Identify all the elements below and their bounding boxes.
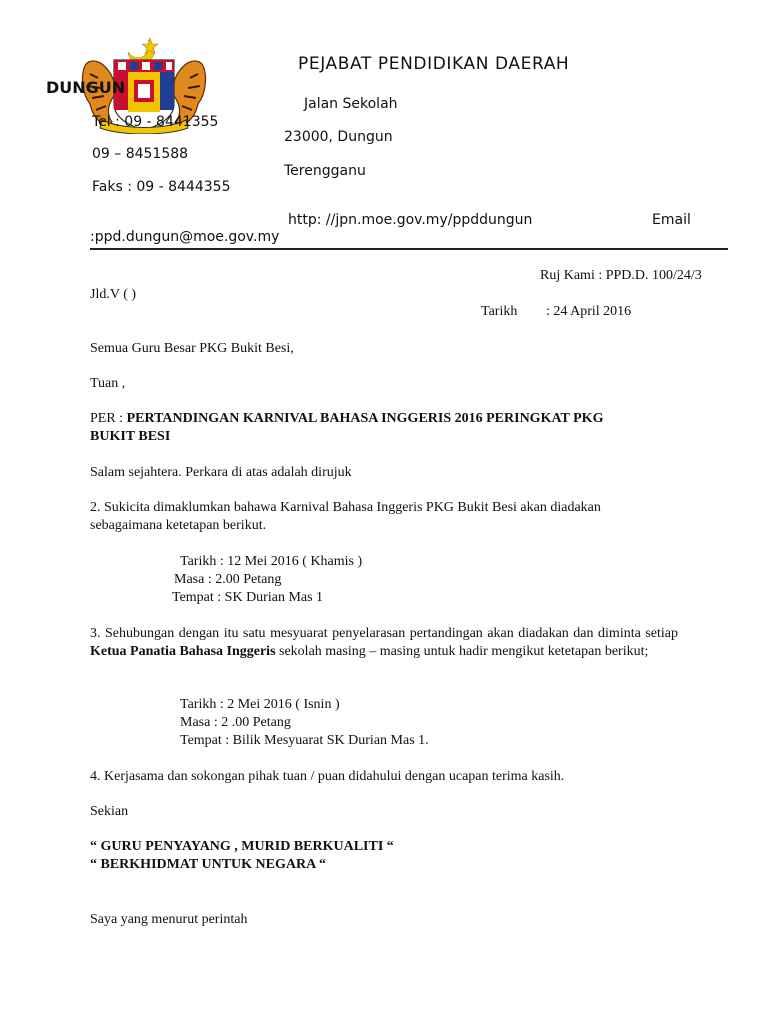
subject-line-2: BUKIT BESI: [90, 429, 171, 444]
email-label: Email: [652, 212, 691, 228]
paragraph-3: [90, 625, 678, 661]
paragraph-3-end: sekolah masing – masing untuk hadir mengikut ketetapan berikut;: [275, 644, 649, 659]
signoff: Saya yang menurut perintah: [90, 912, 248, 927]
paragraph-2-line-2: sebagaimana ketetapan berikut.: [90, 518, 267, 533]
event-date: Tarikh : 12 Mei 2016 ( Khamis ): [180, 554, 363, 569]
paragraph-4: 4. Kerjasama dan sokongan pihak tuan / puan didahului dengan ucapan terima kasih.: [90, 769, 565, 784]
opening-line: Salam sejahtera. Perkara di atas adalah dirujuk: [90, 465, 352, 480]
website-link[interactable]: http: //jpn.moe.gov.my/ppddungun: [288, 212, 533, 228]
salutation: Tuan ,: [90, 376, 126, 391]
meeting-date: Tarikh : 2 Mei 2016 ( Isnin ): [180, 697, 340, 712]
header-divider: [90, 248, 728, 250]
closing: Sekian: [90, 804, 129, 819]
fax: Faks : 09 - 8444355: [92, 179, 231, 195]
address-line-3: Terengganu: [284, 163, 366, 179]
paragraph-3-bold: Ketua Panatia Bahasa Inggeris: [90, 644, 276, 659]
event-venue: Tempat : SK Durian Mas 1: [172, 590, 324, 605]
address-line-2: 23000, Dungun: [284, 129, 393, 145]
date-label: Tarikh: [481, 304, 518, 319]
district-name: DUNGUN: [46, 78, 126, 97]
office-name: PEJABAT PENDIDIKAN DAERAH: [298, 54, 570, 74]
event-time: Masa : 2.00 Petang: [174, 572, 282, 587]
motto-line-1: “ GURU PENYAYANG , MURID BERKUALITI “: [90, 839, 394, 854]
date-value: : 24 April 2016: [546, 304, 632, 319]
subject-line-1: [90, 410, 603, 428]
paragraph-3-start: 3. Sehubungan dengan itu satu mesyuarat penyelarasan pertandingan akan diadakan dan diminta setiap: [90, 626, 678, 641]
reference-number: Ruj Kami : PPD.D. 100/24/3: [540, 268, 702, 283]
paragraph-2-line-1: 2. Sukicita dimaklumkan bahawa Karnival Bahasa Inggeris PKG Bukit Besi akan diadakan: [90, 500, 601, 515]
email-link[interactable]: :ppd.dungun@moe.gov.my: [90, 229, 280, 245]
recipient: Semua Guru Besar PKG Bukit Besi,: [90, 341, 294, 356]
address-line-1: Jalan Sekolah: [304, 96, 398, 112]
meeting-time: Masa : 2 .00 Petang: [180, 715, 291, 730]
volume-number: Jld.V ( ): [90, 287, 137, 302]
telephone: Tel : 09 - 8441355: [92, 114, 219, 130]
motto-line-2: “ BERKHIDMAT UNTUK NEGARA “: [90, 857, 326, 872]
telephone-2: 09 – 8451588: [92, 146, 189, 162]
subject-title: PERTANDINGAN KARNIVAL BAHASA INGGERIS 2016 PERINGKAT PKG: [126, 411, 604, 426]
meeting-venue: Tempat : Bilik Mesyuarat SK Durian Mas 1.: [180, 733, 429, 748]
subject-prefix: PER :: [90, 411, 127, 426]
